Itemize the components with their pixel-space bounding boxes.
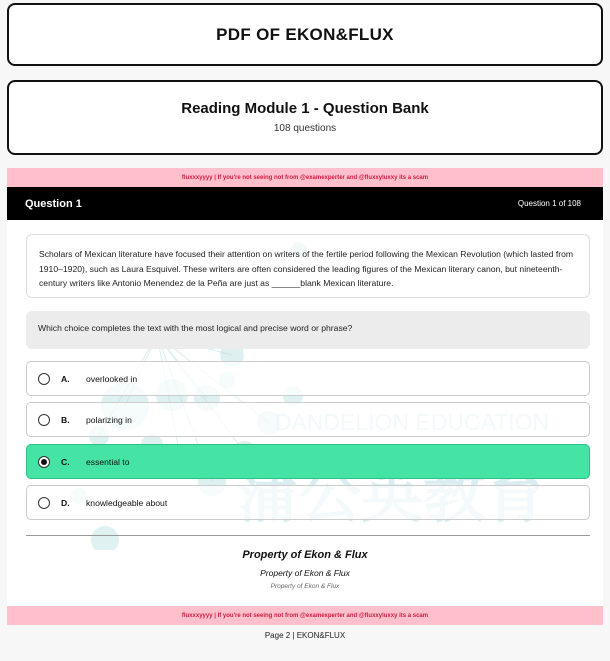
choice-letter: A. <box>61 373 70 384</box>
property-notice-medium: Property of Ekon & Flux <box>260 568 350 578</box>
page-footer: Page 2 | EKON&FLUX <box>264 631 346 640</box>
module-header <box>7 80 603 155</box>
radio-icon[interactable] <box>38 414 50 426</box>
choice-text: knowledgeable about <box>86 497 168 508</box>
divider <box>26 535 590 536</box>
question-card <box>7 187 603 606</box>
choice-letter: D. <box>61 497 70 508</box>
choice-c[interactable] <box>26 444 590 479</box>
question-header <box>7 187 603 220</box>
property-notice-small: Property of Ekon & Flux <box>270 583 340 590</box>
module-title: Reading Module 1 - Question Bank <box>181 100 429 117</box>
pdf-title: PDF OF EKON&FLUX <box>216 24 394 44</box>
choice-a[interactable] <box>26 361 590 396</box>
choice-b[interactable] <box>26 402 590 437</box>
choice-text: polarizing in <box>86 414 132 425</box>
question-passage: Scholars of Mexican literature have focused their attention on writers of the fertile period following the Mexican Revolution (which lasted from 1910–1920), such as Laura Esquivel. These writers are often considered the leading figures of the Mexican literary canon, but nineteenth-century writers like Antonio Menendez de la Peña are just as ______blank Mexican literature. <box>26 234 590 298</box>
radio-selected-icon[interactable] <box>38 456 50 468</box>
property-notice-large: Property of Ekon & Flux <box>242 549 368 561</box>
question-title: Question 1 <box>25 197 82 210</box>
choice-text: overlooked in <box>86 373 138 384</box>
pdf-title-box <box>7 3 603 66</box>
choice-text: essential to <box>86 456 130 467</box>
choice-d[interactable] <box>26 485 590 520</box>
scam-warning-banner-top: fluxxxyyyy | If you're not seeing not from @examexperter and @fluxxyluxxy its a scam <box>7 168 603 187</box>
question-counter: Question 1 of 108 <box>517 199 581 208</box>
question-count: 108 questions <box>273 123 337 134</box>
question-prompt: Which choice completes the text with the most logical and precise word or phrase? <box>26 311 590 349</box>
radio-icon[interactable] <box>38 497 50 509</box>
radio-icon[interactable] <box>38 373 50 385</box>
choice-letter: B. <box>61 414 70 425</box>
scam-warning-banner-bottom: fluxxxyyyy | If you're not seeing not from @examexperter and @fluxxyluxxy its a scam <box>7 606 603 625</box>
choice-letter: C. <box>61 456 70 467</box>
